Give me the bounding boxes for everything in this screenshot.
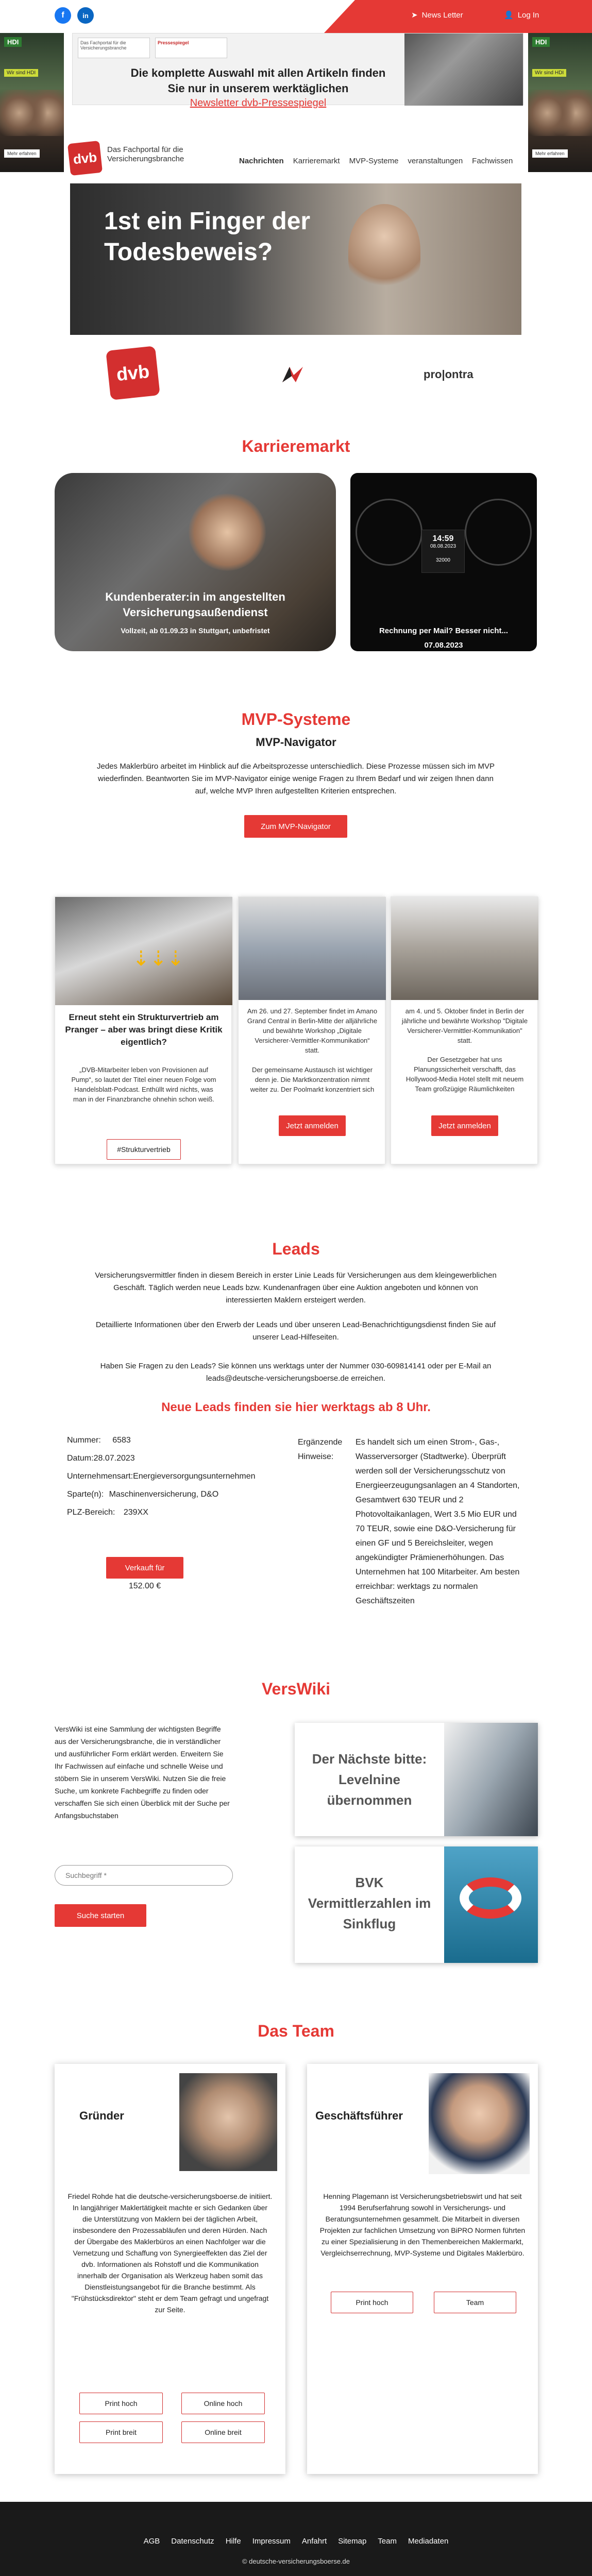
team-role: Gründer [79,2109,124,2122]
lead-unternehmen: Energieversorgungsunternehmen [133,1472,256,1481]
partner-procontra-logo[interactable]: pro|ontra [424,368,473,381]
news-card-date: 07.08.2023 [424,641,463,650]
news-card-title: Rechnung per Mail? Besser nicht... [379,626,509,635]
linkedin-icon[interactable]: in [77,7,94,24]
article-image-arrows: ⇣⇣⇣ [132,947,184,970]
partner-logos [0,342,592,404]
lead-row-datum [67,1449,135,1467]
lead-plz: 239XX [123,1508,148,1517]
event-text: Am 26. und 27. September findet im Amano Grand Central in Berlin-Mitte der alljährliche und bewährte Workshop „Digitale Versicherer-Vermittler-Kommunikation“ statt. [247,1007,378,1054]
banner-text: Die komplette Auswahl mit allen Artikeln finden Sie nur in unserem werktäglichen [130,66,386,95]
team-text: Henning Plagemann ist Versicherungsbetriebswirt und hat seit 1994 Berufserfahrung sowohl in Versicherungs- und Beratungsunternehmen gesammelt. Die Mitarbeit in diversen Projekten zur fachlichen Umsetzung von BiPRO Normen führten zu einer Spezialisierung in den Themenbereichen Maklermarkt, Vergleichserrechnung, MVP-Systeme und Digitales Maklerbüro. [319,2192,526,2257]
print-hoch-button[interactable]: Print hoch [79,2393,163,2414]
leads-heading: Leads [272,1240,320,1258]
event-card-1[interactable] [238,896,385,1164]
leads-new-heading: Neue Leads finden sie hier werktags ab 8 Uhr. [161,1400,431,1414]
ad-more-button[interactable]: Mehr erfahren [4,149,40,158]
ceo-photo [429,2073,530,2174]
nav-item-veranstaltungen[interactable]: veranstaltungen [408,157,463,165]
wiki-card-title: Der Nächste bitte: Levelnine übernommen [312,1751,427,1808]
lifebuoy-icon [460,1877,521,1919]
verswiki-search-button[interactable]: Suche starten [55,1904,146,1927]
article-text: „DVB-Mitarbeiter leben von Provisionen auf Pump“, so lautet der Titel einer neuen Folge vom Handelsblatt-Podcast. Enthüllt wird nichts, was man in der Finanzbranche ohnehin schon weiß. [71,1066,216,1103]
article-card[interactable] [55,896,232,1164]
newsletter-link[interactable] [411,10,463,20]
ad-brand: HDI [4,37,22,47]
footer-link-impressum[interactable]: Impressum [252,2537,291,2546]
dashboard-clock: 14:59 [432,534,454,543]
facebook-icon[interactable]: f [55,7,71,24]
lead-sparte-label: Sparte(n): [67,1490,104,1499]
article-tag[interactable]: #Strukturvertrieb [107,1139,181,1160]
banner-image [404,33,523,106]
footer-link-mediadaten[interactable]: Mediadaten [408,2537,449,2546]
partner-dvb-logo[interactable]: dvb [106,346,160,400]
nav-item-mvp[interactable]: MVP-Systeme [349,157,399,165]
job-card-person [189,494,266,571]
hero-person [348,204,420,297]
lead-nummer-label: Nummer: [67,1436,101,1445]
dashboard-display [421,530,465,573]
online-breit-button[interactable]: Online breit [181,2421,265,2443]
leads-p1: Versicherungsvermittler finden in diesem Bereich in erster Linie Leads für Versicherungen aus dem kleingewerblichen Geschäft. Täglich werden neue Leads bzw. Kundenanfragen über eine Auktion angeboten und können von interessierten Maklern ersteigert werden. [95,1271,497,1304]
ad-image [0,90,64,136]
newsletter-banner[interactable] [72,33,523,109]
ad-brand: HDI [532,37,550,47]
print-hoch-button[interactable]: Print hoch [331,2292,413,2313]
team-button[interactable]: Team [434,2292,516,2313]
lead-sold-button[interactable]: Verkauft für [106,1557,183,1579]
lead-hinweise: Es handelt sich um einen Strom-, Gas-, Wasserversorger (Stadtwerke). Überprüft werden soll der Versicherungsschutz von Energieerzeugungsanlagen an 4 Standorten, Gesamtwert 630 TEUR und 2 Photovoltaikanlagen, Wert 3.5 Mio EUR und 70 TEUR, sowie eine D&O-Versicherung für einen GF und 5 Bereichsleiter, wegen angekündigter Prämienerhöhungen. Das Unternehmen hat 100 Mitarbeiter. Am besten erreichbar: werktags zu normalen Geschäftszeiten [356,1438,520,1605]
event-card-2[interactable] [391,896,538,1164]
lead-row-sparte [67,1485,218,1503]
send-icon: ➤ [411,11,418,20]
mvp-text: Jedes Maklerbüro arbeitet im Hinblick auf die Arbeitsprozesse unterschiedlich. Diese Prozesse müssen sich im MVP wiederfinden. Beantworten Sie im MVP-Navigator einige wenige Fragen zu Ihrem Bedarf und wir zeigen Ihnen dann auf, welche MVP Ihren aufgestellten Kriterien entsprechen. [97,762,495,795]
wiki-card-2[interactable] [295,1846,538,1963]
ad-more-button[interactable]: Mehr erfahren [532,149,568,158]
banner-link[interactable]: Newsletter dvb-Pressespiegel [190,97,327,109]
news-card-dashboard[interactable] [350,473,537,651]
team-heading: Das Team [258,2022,334,2040]
event-image [239,897,386,1000]
leads-p2: Detaillierte Informationen über den Erwerb der Leads und über unseren Lead-Benachrichtigungsdienst finden Sie auf unserer Lead-Hilfeseiten. [95,1320,496,1342]
footer [0,2502,592,2576]
lead-row-plz [67,1503,148,1521]
verswiki-text: VersWiki ist eine Sammlung der wichtigsten Begriffe aus der Versicherungsbranche, die in verständlicher und ausführlicher Form erklärt werden. Erweitern Sie Ihr Fachwissen auf einfache und schnelle Weise und stöbern Sie in unserem VersWiki. Nutzen Sie die freie Suche, um konkrete Fachbegriffe zu finden oder verschaffen Sie sich einen Überblick mit der Suche per Anfangsbuchstaben [55,1725,230,1820]
lead-row-unternehmen [67,1467,256,1485]
wiki-card-image [444,1846,538,1963]
lead-hinweise-label: Ergänzende Hinweise: [298,1438,343,1461]
footer-link-anfahrt[interactable]: Anfahrt [301,2537,327,2546]
lead-plz-label: PLZ-Bereich: [67,1508,115,1517]
wiki-card-title: BVK Vermittlerzahlen im Sinkflug [308,1875,431,1931]
dvb-logo[interactable]: dvb [67,141,103,176]
team-card-founder [55,2064,285,2474]
login-label: Log In [517,10,539,20]
dashboard-date: 08.08.2023 [430,544,456,549]
article-title: Erneut steht ein Strukturvertrieb am Pranger – aber was bringt diese Kritik eigentlich? [65,1012,223,1047]
founder-photo [179,2073,277,2171]
lead-nummer: 6583 [112,1436,131,1445]
event-register-button[interactable]: Jetzt anmelden [279,1115,346,1136]
banner-pressespiegel-logo: Pressespiegel [155,38,227,58]
event-image [391,897,538,1000]
event-text-2: Der gemeinsame Austausch ist wichtiger denn je. Die Marktkonzentration nimmt weiter zu. Der Poolmarkt konzentriert sich [250,1066,375,1093]
ad-tag: Wir sind HDI [4,69,38,77]
ad-image [528,90,592,136]
header [64,139,526,185]
side-ad-right[interactable] [528,33,592,172]
nav-item-fachwissen[interactable]: Fachwissen [472,157,513,165]
team-text: Friedel Rohde hat die deutsche-versicherungsboerse.de initiiert. In langjähriger Maklertätigkeit machte er sich Gedanken über die Unterstützung von Maklern bei der täglichen Arbeit, insbesondere den Prozessabläufen und deren Hürden. Nach der Übergabe des Maklerbüros an einen Nachfolger war die Vernetzung und Schaffung von Synergieeffekten das Ziel der dvb. Informationen als Rohstoff und die Kommunikation innerhalb der Organisation als Werkzeug haben somit das Dienstleistungsangebot für die Branche bestimmt. Als "Frühstücksdirektor" steht er dem Team gefragt und ungefragt zur Seite. [67,2192,273,2314]
partner-arrow-logo[interactable] [282,367,303,382]
job-card-title: Kundenberater:in im angestellten Versicherungsaußendienst [105,590,285,619]
team-card-ceo [307,2064,538,2474]
footer-copyright: © deutsche-versicherungsboerse.de [242,2557,350,2565]
footer-links [0,2537,592,2546]
verswiki-search-input[interactable] [55,1865,233,1886]
wiki-card-image [444,1723,538,1836]
side-ad-left[interactable] [0,33,64,172]
job-card[interactable] [55,473,336,651]
brand-tagline: Das Fachportal für die Versicherungsbranche [107,145,184,163]
main-nav [239,157,513,165]
top-bar [0,0,592,33]
event-register-button[interactable]: Jetzt anmelden [431,1115,498,1136]
footer-link-datenschutz[interactable]: Datenschutz [171,2537,214,2546]
mvp-navigator-button[interactable]: Zum MVP-Navigator [244,815,347,838]
nav-item-nachrichten[interactable]: Nachrichten [239,157,284,165]
banner-logo: Das Fachportal für die Versicherungsbranche [78,38,150,58]
event-text-2: Der Gesetzgeber hat uns Planungssicherheit verschafft, das Hollywood-Media Hotel stellt mit neuem Team großzügige Räumlichkeiten [405,1056,524,1093]
footer-link-sitemap[interactable]: Sitemap [338,2537,367,2546]
lead-price: 152.00 € [128,1582,161,1590]
lead-datum: 28.07.2023 [93,1454,135,1463]
online-hoch-button[interactable]: Online hoch [181,2393,265,2414]
lead-row-nummer [67,1431,131,1449]
job-card-sub: Vollzeit, ab 01.09.23 in Stuttgart, unbefristet [121,626,270,635]
dashboard-km: 32000 [436,557,450,563]
print-breit-button[interactable]: Print breit [79,2421,163,2443]
footer-link-agb[interactable]: AGB [143,2537,160,2546]
hero-title: 1st ein Finger der Todesbeweis? [104,208,311,266]
leads-p3: Haben Sie Fragen zu den Leads? Sie können uns werktags unter der Nummer 030-609814141 oder per E-Mail an leads@deutsche-versicherungsboerse.de erreichen. [100,1362,492,1383]
gauge-right [465,499,532,566]
lead-datum-label: Datum: [67,1454,94,1463]
event-text: am 4. und 5. Oktober findet in Berlin der jährliche und bewährte Workshop "Digitale Versicherer-Vermittler-Kommunikation" statt. [401,1007,528,1044]
hero-slider[interactable] [70,183,521,335]
team-role: Geschäftsführer [315,2109,403,2122]
ad-tag: Wir sind HDI [532,69,566,77]
user-icon: 👤 [504,11,514,20]
nav-item-karrieremarkt[interactable]: Karrieremarkt [293,157,340,165]
mvp-heading: MVP-Systeme [241,710,351,728]
newsletter-label: News Letter [421,10,463,20]
login-link[interactable] [504,10,539,20]
gauge-left [356,499,422,566]
article-image [55,897,232,1005]
karriere-heading: Karrieremarkt [242,437,350,455]
lead-sparte: Maschinenversicherung, D&O [109,1490,219,1499]
footer-link-hilfe[interactable]: Hilfe [225,2537,241,2546]
footer-link-team[interactable]: Team [378,2537,397,2546]
lead-unternehmen-label: Unternehmensart: [67,1472,133,1481]
verswiki-heading: VersWiki [261,1680,331,1698]
mvp-subheading: MVP-Navigator [256,736,336,749]
wiki-card-1[interactable] [295,1723,538,1836]
